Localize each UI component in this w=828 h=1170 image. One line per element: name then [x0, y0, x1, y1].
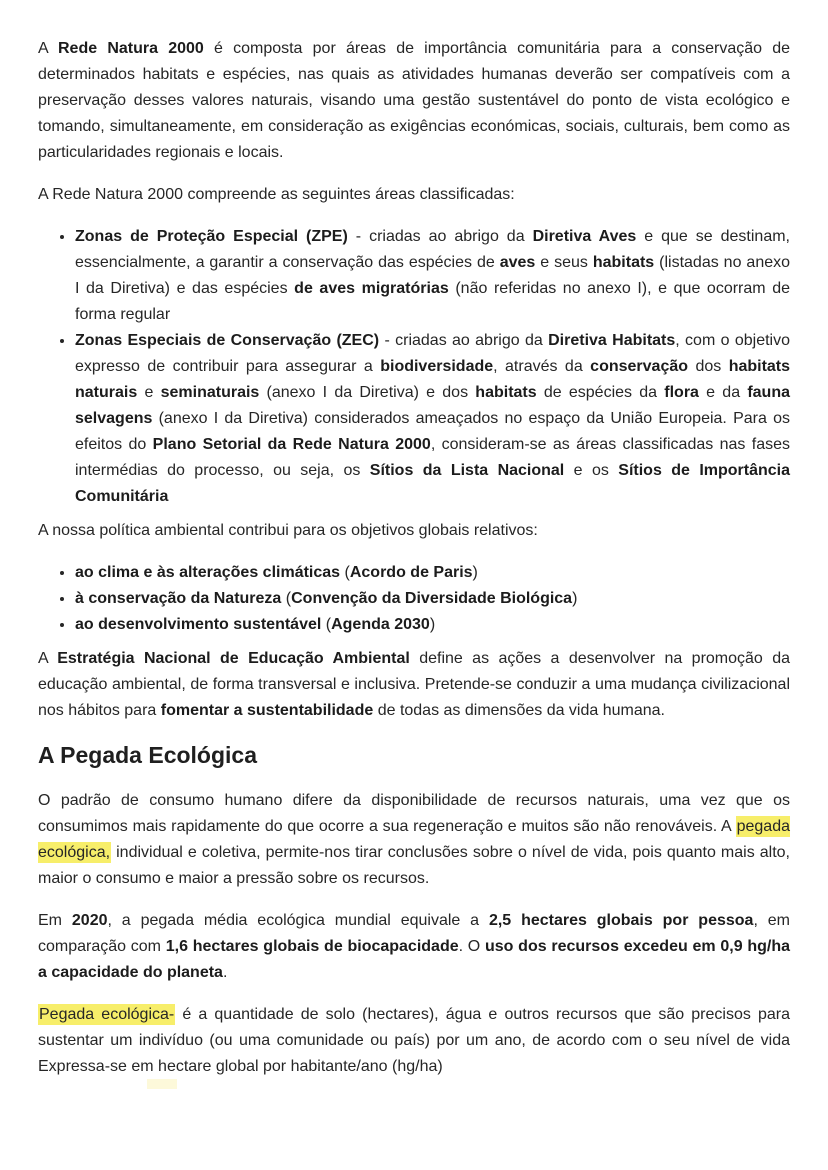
body-text: )	[429, 616, 436, 633]
highlighted-text: Pegada ecológica-	[39, 1006, 175, 1023]
body-text: O padrão de consumo humano difere da disponibilidade de recursos naturais, uma vez que os consumimos mais rapidamente do que ocorre a sua regeneração e muitos são não renováveis. A	[38, 792, 790, 835]
body-text: (	[281, 590, 292, 607]
bold-text: uso dos recursos excedeu em 0,9 hg/ha a capacidade do planeta	[38, 938, 791, 981]
bold-text: biodiversidade	[380, 358, 494, 375]
body-text: A nossa política ambiental contribui para os objetivos globais relativos:	[38, 522, 538, 539]
body-text: e	[137, 384, 161, 401]
bold-text: Convenção da Diversidade Biológica	[291, 590, 573, 607]
bold-text: fauna selvagens	[75, 384, 790, 427]
bold-text: Acordo de Paris	[349, 564, 473, 581]
paragraph-pegada-2020	[38, 908, 790, 986]
bold-text: Zonas de Proteção Especial (ZPE)	[75, 228, 348, 245]
bold-text: Sítios da Lista Nacional	[369, 462, 565, 479]
body-text: de todas as dimensões da vida humana.	[373, 702, 665, 719]
paragraph-estrategia-nacional	[38, 646, 790, 724]
body-text: , em comparação com	[38, 912, 791, 955]
body-text: (não referidas no anexo I), e que ocorram de forma regular	[75, 280, 791, 323]
bold-text: ao desenvolvimento sustentável	[75, 616, 322, 633]
bold-text: Rede Natura 2000	[58, 40, 204, 57]
body-text: Em	[38, 912, 72, 929]
list-item-zpe	[75, 224, 790, 328]
body-text: define as ações a desenvolver na promoção da educação ambiental, de forma transversal e inclusiva. Pretende-se conduzir a uma mudança civilizacional nos hábitos para	[38, 650, 791, 719]
body-text: )	[572, 590, 578, 607]
section-heading-pegada-ecologica: A Pegada Ecológica	[38, 742, 257, 768]
bold-text: conservação	[590, 358, 689, 375]
body-text: , com o objetivo expresso de contribuir para assegurar a	[75, 332, 790, 375]
body-text: e que se destinam, essencialmente, a garantir a conservação das espécies de	[75, 228, 791, 271]
body-text: e seus	[535, 254, 593, 271]
body-text: - criadas ao abrigo da	[379, 332, 549, 349]
paragraph-rede-natura-intro	[38, 36, 790, 166]
body-text: e os	[564, 462, 619, 479]
body-text: , consideram-se as áreas classificadas nas fases intermédias do processo, ou seja, os	[75, 436, 791, 479]
bold-text: Zonas Especiais de Conservação (ZEC)	[75, 332, 380, 349]
list-areas-classificadas	[38, 224, 790, 510]
bold-text: habitats naturais	[75, 358, 791, 401]
body-text: dos	[688, 358, 729, 375]
body-text: é composta por áreas de importância comunitária para a conservação de determinados habitats e espécies, nas quais as atividades humanas deverão ser compatíveis com a preservação desses valores naturais, visando uma gestão sustentável do ponto de vista ecológico e tomando, simultaneamente, em consideração as exigências económicas, sociais, culturais, bem como as particularidades regionais e locais.	[38, 40, 791, 161]
partial-highlight-fragment	[147, 1079, 177, 1089]
bold-text: aves	[499, 254, 536, 271]
body-text: )	[472, 564, 478, 581]
bold-text: Diretiva Aves	[532, 228, 637, 245]
body-text: , a pegada média ecológica mundial equivale a	[107, 912, 489, 929]
body-text: . O	[458, 938, 485, 955]
paragraph-padrao-consumo	[38, 788, 790, 892]
bold-text: 2020	[71, 912, 108, 929]
bold-text: à conservação da Natureza	[75, 590, 282, 607]
list-item-conservacao-natureza	[75, 586, 790, 612]
paragraph-definicao-pegada	[38, 1002, 790, 1080]
bold-text: Agenda 2030	[331, 616, 430, 633]
body-text: A Rede Natura 2000 compreende as seguintes áreas classificadas:	[38, 186, 515, 203]
body-text: (anexo I da Diretiva) considerados ameaçados no espaço da União Europeia. Para os efeitos do	[75, 410, 790, 453]
body-text: (	[340, 564, 350, 581]
bold-text: Plano Setorial da Rede Natura 2000	[152, 436, 431, 453]
bold-text: seminaturais	[160, 384, 260, 401]
body-text: , através da	[493, 358, 591, 375]
list-objetivos-globais	[38, 560, 790, 638]
body-text: - criadas ao abrigo da	[347, 228, 533, 245]
bold-text: ao clima e às alterações climáticas	[75, 564, 341, 581]
body-text: individual e coletiva, permite-nos tirar conclusões sobre o nível de vida, pois quanto mais alto, maior o consumo e maior a pressão sobre os recursos.	[38, 844, 790, 887]
highlighted-text: pegada ecológica,	[38, 818, 790, 861]
bold-text: habitats	[592, 254, 655, 271]
paragraph-areas-classificadas	[38, 182, 790, 208]
bold-text: Estratégia Nacional de Educação Ambiental	[57, 650, 410, 667]
body-text: A	[38, 650, 58, 667]
list-item-clima	[75, 560, 790, 586]
bold-text: habitats	[475, 384, 537, 401]
body-text: A	[38, 40, 58, 57]
bold-text: de aves migratórias	[294, 280, 449, 297]
bold-text: Diretiva Habitats	[548, 332, 676, 349]
body-text: (anexo I da Diretiva) e dos	[259, 384, 476, 401]
paragraph-politica-ambiental	[38, 518, 790, 544]
body-text: de espécies da	[536, 384, 665, 401]
list-item-zec	[75, 328, 790, 510]
bold-text: 2,5 hectares globais por pessoa	[488, 912, 754, 929]
bold-text: 1,6 hectares globais de biocapacidade	[165, 938, 459, 955]
body-text: é a quantidade de solo (hectares), água e outros recursos que são precisos para sustentar um indivíduo (ou uma comunidade ou país) por um ano, de acordo com o seu nível de vida Expressa-se em hectare global por habitante/ano (hg/ha)	[38, 1006, 790, 1075]
body-text: (listadas no anexo I da Diretiva) e das espécies	[75, 254, 791, 297]
bold-text: flora	[664, 384, 699, 401]
body-text: e da	[698, 384, 748, 401]
list-item-desenvolvimento-sustentavel	[75, 612, 790, 638]
bold-text: fomentar a sustentabilidade	[160, 702, 374, 719]
bold-text: Sítios de Importância Comunitária	[75, 462, 791, 505]
body-text: .	[222, 964, 228, 981]
body-text: (	[321, 616, 332, 633]
